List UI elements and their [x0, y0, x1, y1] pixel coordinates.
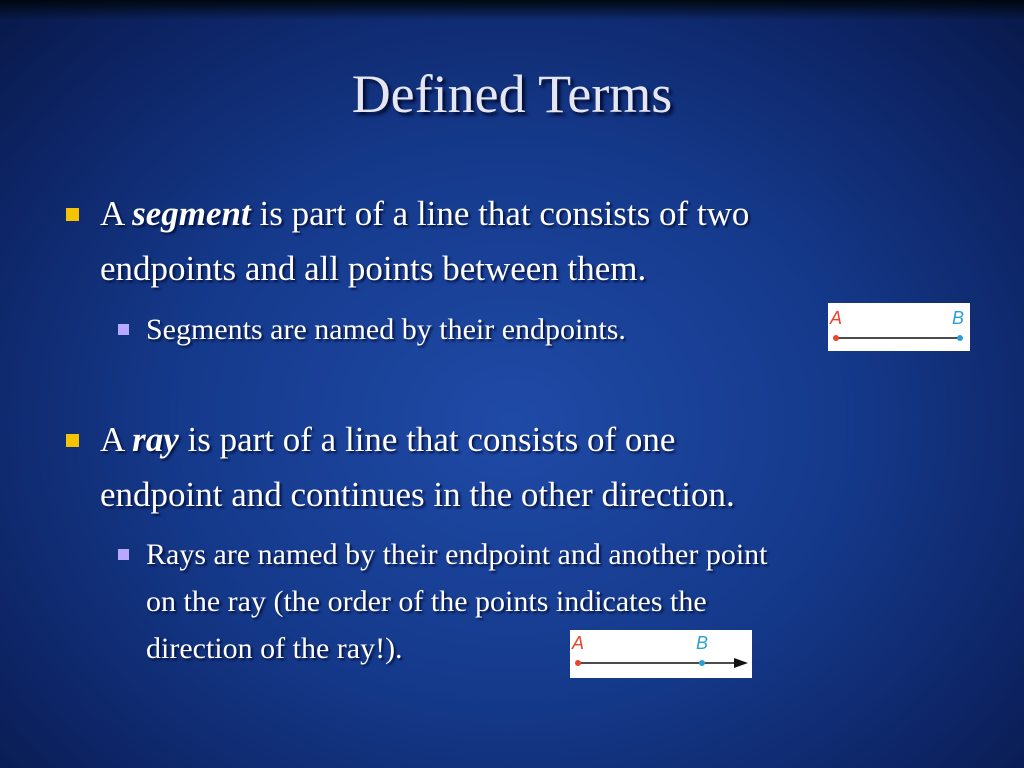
segment-point-b — [957, 335, 963, 341]
subbullet-marker — [118, 324, 129, 335]
slide-title: Defined Terms — [351, 64, 673, 124]
term-segment: segment — [132, 194, 251, 233]
bullet-segment — [0, 186, 1024, 296]
ray-arrowhead — [734, 658, 748, 668]
definition-text: is part of a line that consists of one — [187, 420, 676, 459]
ray-label-a: A — [572, 633, 585, 653]
top-band — [0, 0, 1024, 20]
definition-text-line2: endpoint and continues in the other direction. — [100, 475, 735, 514]
subbullet-text-line2: on the ray (the order of the points indicates the — [146, 585, 707, 618]
definition-text-line2: endpoints and all points between them. — [100, 249, 647, 288]
subbullet-text-line1: Rays are named by their endpoint and another point — [146, 538, 768, 571]
ray-point-a — [575, 660, 581, 666]
segment-point-a — [833, 335, 839, 341]
definition-text: is part of a line that consists of two — [259, 194, 750, 233]
ray-diagram — [570, 630, 752, 678]
ray-label-b: B — [696, 633, 709, 653]
subbullet-ray — [0, 531, 1024, 672]
bullet-marker — [66, 434, 79, 447]
bullet-prefix: A — [100, 420, 124, 459]
segment-figure — [828, 303, 970, 351]
subbullet-text-line3: direction of the ray!). — [146, 632, 403, 665]
term-ray: ray — [132, 420, 179, 459]
segment-diagram — [828, 303, 970, 351]
subbullet-marker — [118, 549, 129, 560]
subbullet-text: Segments are named by their endpoints. — [146, 313, 626, 346]
bullet-ray — [0, 412, 1024, 522]
ray-figure — [570, 630, 752, 678]
bullet-marker — [66, 208, 79, 221]
segment-label-a: A — [830, 308, 843, 328]
segment-label-b: B — [952, 308, 965, 328]
ray-point-b — [699, 660, 705, 666]
bullet-prefix: A — [100, 194, 124, 233]
